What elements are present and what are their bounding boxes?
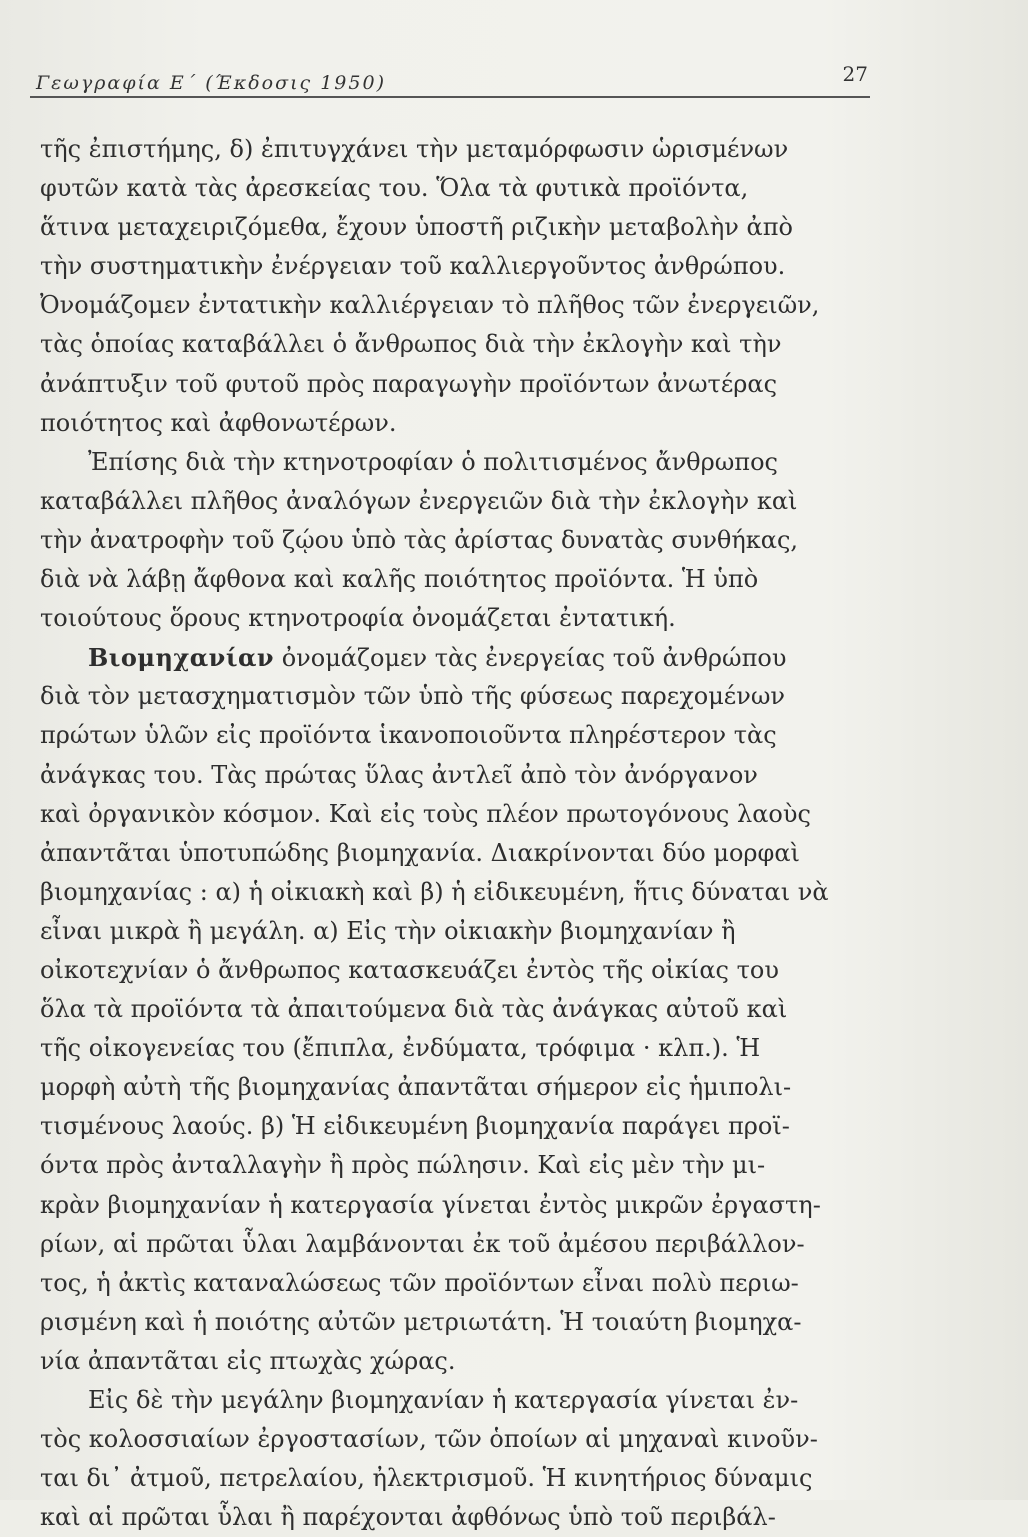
body-text [40,130,900,1537]
line-text: ὅλα τὰ προϊόντα τὰ ἀπαιτούμενα διὰ τὰς ἀνάγκας αὐτοῦ καὶ [40,995,788,1024]
line-text: ὀνομάζομεν τὰς ἐνεργείας τοῦ ἀνθρώπου [281,644,787,673]
text-line [40,521,900,560]
line-text: φυτῶν κατὰ τὰς ἀρεσκείας του. Ὅλα τὰ φυτικὰ προϊόντα, [40,174,749,203]
text-line [40,169,900,208]
text-line [40,365,900,404]
line-text: μορφὴ αὐτὴ τῆς βιομηχανίας ἀπαντᾶται σήμερον εἰς ἡμιπολι- [40,1073,792,1102]
text-line [40,1303,900,1342]
line-text: οἰκοτεχνίαν ὁ ἄνθρωπος κατασκευάζει ἐντὸς τῆς οἰκίας του [40,955,779,984]
line-text: τὴν ἀνατροφὴν τοῦ ζῴου ὑπὸ τὰς ἀρίστας δυνατὰς συνθήκας, [40,525,799,554]
text-line [40,912,900,951]
text-line [40,756,900,795]
line-text: ἀπαντᾶται ὑποτυπώδης βιομηχανία. Διακρίνονται δύο μορφαὶ [40,838,800,867]
text-line [40,1146,900,1185]
text-line [40,1186,900,1225]
line-text: τισμένους λαούς. β) Ἡ εἰδικευμένη βιομηχανία παράγει προϊ- [40,1112,790,1141]
line-text: ρίων, αἱ πρῶται ὗλαι λαμβάνονται ἐκ τοῦ ἀμέσου περιβάλλον- [40,1229,805,1258]
line-text: Εἰς δὲ τὴν μεγάλην βιομηχανίαν ἡ κατεργασία γίνεται ἐν- [88,1386,799,1414]
text-line [40,1498,900,1537]
running-head: Γεωγραφία Ε΄ (Έκδοσις 1950) [36,72,386,94]
line-text: ται δι᾽ ἀτμοῦ, πετρελαίου, ἠλεκτρισμοῦ. Ἡ κινητήριος δύναμις [40,1464,813,1493]
text-line [40,1264,900,1303]
text-line [40,638,900,677]
text-line [40,951,900,990]
text-line [40,677,900,716]
line-text: ἅτινα μεταχειριζόμεθα, ἔχουν ὑποστῆ ριζικὴν μεταβολὴν ἀπὸ [40,213,793,242]
line-text: τος, ἡ ἀκτὶς καταναλώσεως τῶν προϊόντων εἶναι πολὺ περιω- [40,1268,799,1297]
line-text: ἀνάπτυξιν τοῦ φυτοῦ πρὸς παραγωγὴν προϊόντων ἀνωτέρας [40,369,778,398]
text-line [40,1225,900,1264]
text-line [40,990,900,1029]
text-line [40,795,900,834]
text-line [40,208,900,247]
line-text: τὰς ὁποίας καταβάλλει ὁ ἄνθρωπος διὰ τὴν ἐκλογὴν καὶ τὴν [40,330,782,359]
text-line [40,560,900,599]
line-text: τῆς ἐπιστήμης, δ) ἐπιτυγχάνει τὴν μεταμόρφωσιν ὡρισμένων [40,135,789,163]
line-text: κρὰν βιομηχανίαν ἡ κατεργασία γίνεται ἐντὸς μικρῶν ἐργαστη- [40,1190,821,1219]
text-line [40,599,900,638]
page-header [30,62,870,98]
line-text: τοιούτους ὅρους κτηνοτροφία ὀνομάζεται ἐντατική. [40,604,676,633]
line-text: βιομηχανίας : α) ἡ οἰκιακὴ καὶ β) ἡ εἰδικευμένη, ἥτις δύναται νὰ [40,877,829,906]
text-line [40,286,900,325]
line-text: Ἐπίσης διὰ τὴν κτηνοτροφίαν ὁ πολιτισμένος ἄνθρωπος [88,447,778,476]
line-text: καὶ αἱ πρῶται ὗλαι ἢ παρέχονται ἀφθόνως ὑπὸ τοῦ περιβάλ- [40,1503,776,1532]
line-text: Ὀνομάζομεν ἐντατικὴν καλλιέργειαν τὸ πλῆθος τῶν ἐνεργειῶν, [40,291,820,320]
line-text: καὶ ὀργανικὸν κόσμον. Καὶ εἰς τοὺς πλέον πρωτογόνους λαοὺς [40,799,811,828]
text-line [40,130,900,169]
page-number: 27 [842,62,868,86]
text-line [40,1029,900,1068]
line-text: διὰ τὸν μετασχηματισμὸν τῶν ὑπὸ τῆς φύσεως παρεχομένων [40,682,785,711]
text-line [40,482,900,521]
line-text: διὰ νὰ λάβῃ ἄφθονα καὶ καλῆς ποιότητος προϊόντα. Ἡ ὑπὸ [40,565,759,594]
text-line [40,247,900,286]
line-text: ποιότητος καὶ ἀφθονωτέρων. [40,408,397,437]
text-line [40,834,900,873]
text-line [40,1459,900,1498]
line-text: ἀνάγκας του. Τὰς πρώτας ὕλας ἀντλεῖ ἀπὸ τὸν ἀνόργανον [40,760,758,789]
text-line [40,1381,900,1420]
text-line [40,1068,900,1107]
text-line [40,1107,900,1146]
text-line [40,443,900,482]
text-line [40,404,900,443]
line-text: τὴν συστηματικὴν ἐνέργειαν τοῦ καλλιεργοῦντος ἀνθρώπου. [40,252,786,281]
text-line [40,873,900,912]
line-text: καταβάλλει πλῆθος ἀναλόγων ἐνεργειῶν διὰ τὴν ἐκλογὴν καὶ [40,486,798,515]
term-lead: Βιομηχανίαν [88,643,275,673]
line-text: όντα πρὸς ἀνταλλαγὴν ἢ πρὸς πώλησιν. Καὶ εἰς μὲν τὴν μι- [40,1151,766,1180]
line-text: νία ἀπαντᾶται εἰς πτωχὰς χώρας. [40,1346,456,1375]
line-text: ρισμένη καὶ ἡ ποιότης αὐτῶν μετριωτάτη. Ἡ τοιαύτη βιομηχα- [40,1307,802,1336]
text-line [40,325,900,364]
line-text: τῆς οἰκογενείας του (ἔπιπλα, ἐνδύματα, τρόφιμα · κλπ.). Ἡ [40,1034,761,1063]
text-line [40,1420,900,1459]
line-text: τὸς κολοσσιαίων ἐργοστασίων, τῶν ὁποίων αἱ μηχαναὶ κινοῦν- [40,1425,818,1454]
line-text: εἶναι μικρὰ ἢ μεγάλη. α) Εἰς τὴν οἰκιακὴν βιομηχανίαν ἢ [40,916,736,945]
text-line [40,1342,900,1381]
line-text: πρώτων ὑλῶν εἰς προϊόντα ἱκανοποιοῦντα πληρέστερον τὰς [40,721,777,750]
text-line [40,716,900,755]
